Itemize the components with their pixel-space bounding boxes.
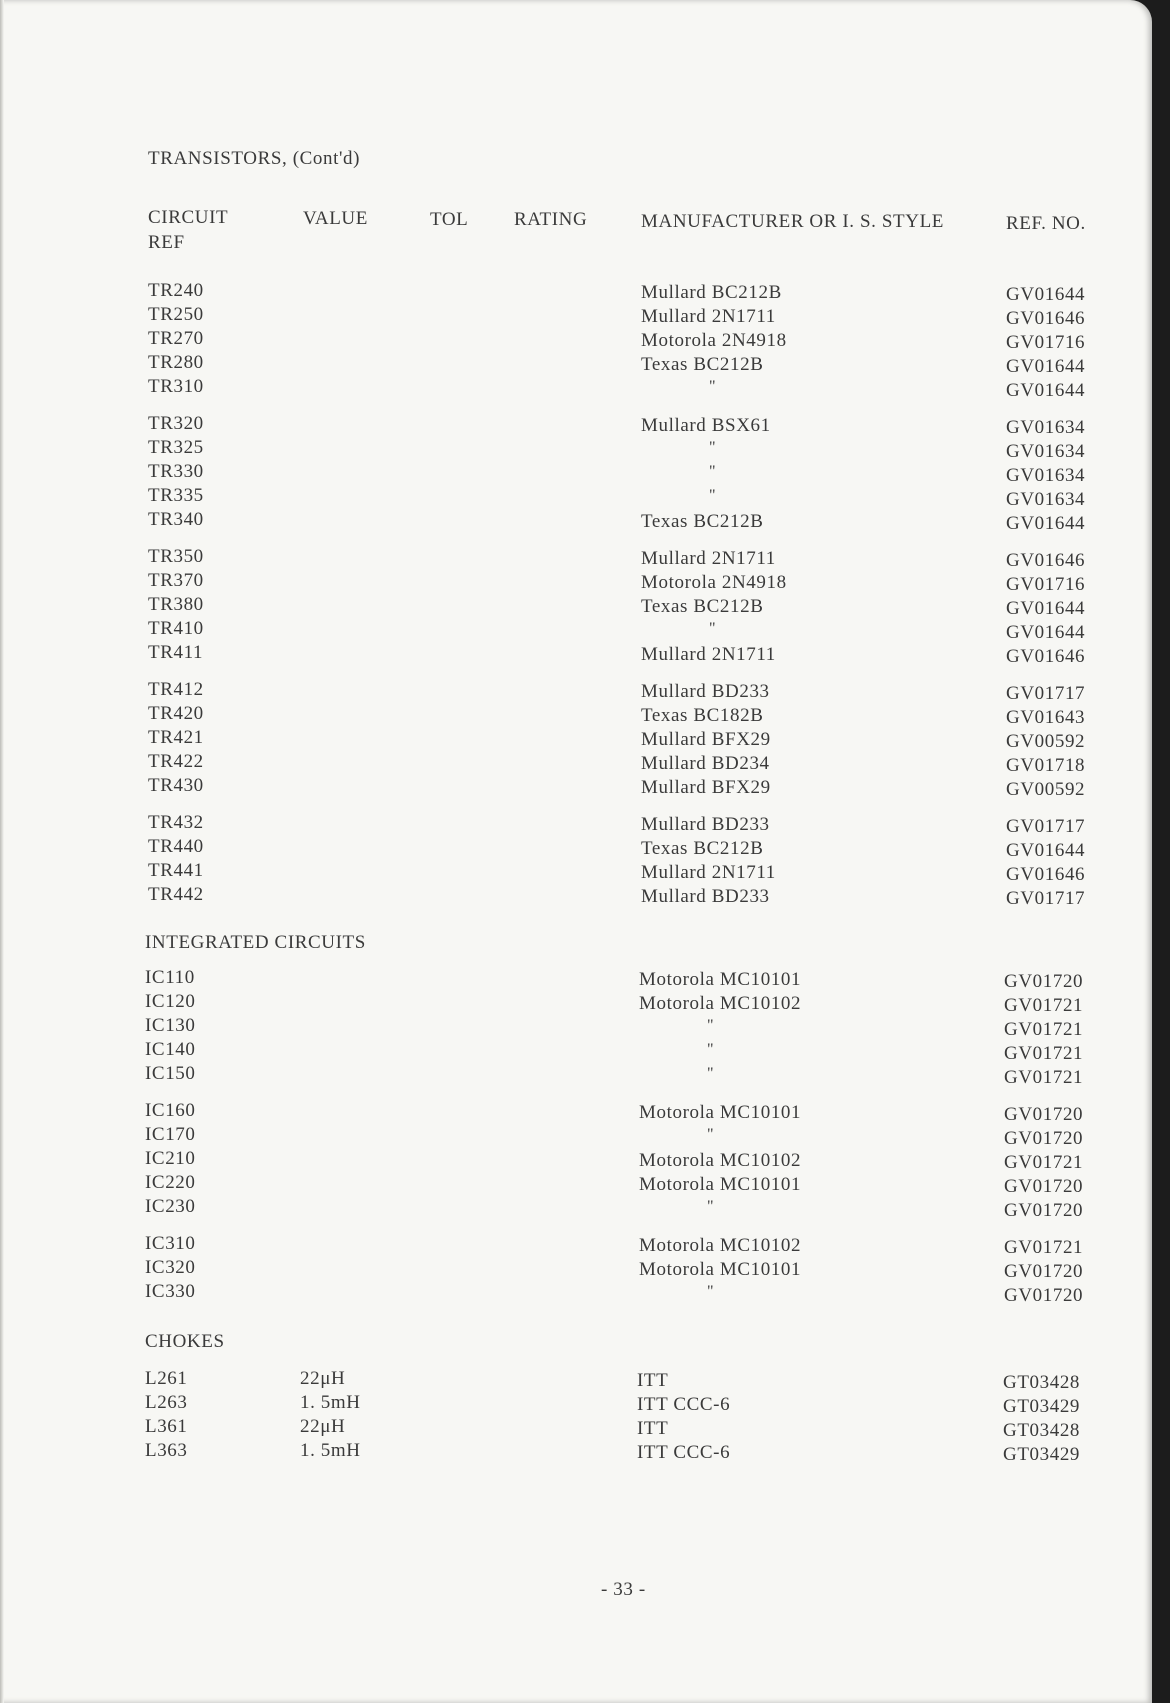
header-tol: TOL bbox=[430, 209, 469, 230]
manufacturer-cell: Motorola 2N4918 bbox=[641, 330, 787, 351]
ref-no-cell: GV01721 bbox=[1004, 1152, 1084, 1173]
ref-no-cell: GV01721 bbox=[1004, 1067, 1084, 1088]
manufacturer-cell: " bbox=[709, 439, 716, 456]
circuit-ref-cell: TR420 bbox=[148, 703, 204, 724]
circuit-ref-cell: IC130 bbox=[145, 1015, 196, 1036]
circuit-ref-cell: TR370 bbox=[148, 570, 204, 591]
manufacturer-cell: Motorola MC10102 bbox=[639, 993, 802, 1014]
manufacturer-cell: Motorola MC10101 bbox=[639, 1259, 802, 1280]
manufacturer-cell: Texas BC212B bbox=[641, 596, 764, 617]
ref-no-cell: GT03428 bbox=[1003, 1372, 1081, 1393]
circuit-ref-cell: TR330 bbox=[148, 461, 204, 482]
manufacturer-cell: Mullard 2N1711 bbox=[641, 548, 776, 569]
ref-no-cell: GT03429 bbox=[1003, 1444, 1081, 1465]
circuit-ref-cell: TR410 bbox=[148, 618, 204, 639]
page-number: - 33 - bbox=[601, 1579, 646, 1600]
manufacturer-cell: Mullard BFX29 bbox=[641, 777, 771, 798]
ref-no-cell: GV01643 bbox=[1006, 707, 1086, 728]
ref-no-cell: GV01720 bbox=[1004, 1261, 1084, 1282]
circuit-ref-cell: L263 bbox=[145, 1392, 188, 1413]
manufacturer-cell: ITT CCC-6 bbox=[637, 1442, 731, 1463]
header-circuit-ref-line2: REF bbox=[148, 232, 185, 253]
manufacturer-cell: Mullard BD233 bbox=[641, 814, 770, 835]
circuit-ref-cell: TR432 bbox=[148, 812, 204, 833]
manufacturer-cell: ITT bbox=[637, 1370, 669, 1391]
ref-no-cell: GV01646 bbox=[1006, 646, 1086, 667]
manufacturer-cell: ITT bbox=[637, 1418, 669, 1439]
circuit-ref-cell: TR441 bbox=[148, 860, 204, 881]
ref-no-cell: GV01644 bbox=[1006, 513, 1086, 534]
ref-no-cell: GV01717 bbox=[1006, 816, 1086, 837]
circuit-ref-cell: TR421 bbox=[148, 727, 204, 748]
ref-no-cell: GV00592 bbox=[1006, 779, 1086, 800]
circuit-ref-cell: L361 bbox=[145, 1416, 188, 1437]
manufacturer-cell: Mullard BSX61 bbox=[641, 415, 771, 436]
circuit-ref-cell: TR442 bbox=[148, 884, 204, 905]
ref-no-cell: GV01646 bbox=[1006, 308, 1086, 329]
circuit-ref-cell: TR340 bbox=[148, 509, 204, 530]
ref-no-cell: GV01644 bbox=[1006, 284, 1086, 305]
circuit-ref-cell: TR380 bbox=[148, 594, 204, 615]
ref-no-cell: GV01720 bbox=[1004, 1104, 1084, 1125]
header-manufacturer: MANUFACTURER OR I. S. STYLE bbox=[641, 211, 944, 232]
ref-no-cell: GV01721 bbox=[1004, 1043, 1084, 1064]
circuit-ref-cell: TR440 bbox=[148, 836, 204, 857]
ref-no-cell: GV01646 bbox=[1006, 864, 1086, 885]
manufacturer-cell: " bbox=[709, 378, 716, 395]
header-circuit-ref: CIRCUIT bbox=[148, 207, 229, 228]
circuit-ref-cell: TR240 bbox=[148, 280, 204, 301]
ref-no-cell: GV01644 bbox=[1006, 622, 1086, 643]
ref-no-cell: GV01720 bbox=[1004, 971, 1084, 992]
ref-no-cell: GV01717 bbox=[1006, 888, 1086, 909]
header-value: VALUE bbox=[303, 208, 368, 229]
manufacturer-cell: Texas BC212B bbox=[641, 838, 764, 859]
circuit-ref-cell: IC140 bbox=[145, 1039, 196, 1060]
header-ref-no: REF. NO. bbox=[1006, 213, 1086, 234]
manufacturer-cell: Mullard BC212B bbox=[641, 282, 782, 303]
ref-no-cell: GV01644 bbox=[1006, 840, 1086, 861]
ref-no-cell: GV01644 bbox=[1006, 598, 1086, 619]
ref-no-cell: GT03428 bbox=[1003, 1420, 1081, 1441]
manufacturer-cell: " bbox=[707, 1283, 714, 1300]
circuit-ref-cell: IC230 bbox=[145, 1196, 196, 1217]
ref-no-cell: GV01720 bbox=[1004, 1128, 1084, 1149]
circuit-ref-cell: TR422 bbox=[148, 751, 204, 772]
value-cell: 22μH bbox=[300, 1416, 346, 1437]
ref-no-cell: GV01720 bbox=[1004, 1285, 1084, 1306]
manufacturer-cell: Mullard BD233 bbox=[641, 681, 770, 702]
circuit-ref-cell: TR320 bbox=[148, 413, 204, 434]
manufacturer-cell: Motorola MC10102 bbox=[639, 1150, 802, 1171]
manufacturer-cell: Texas BC212B bbox=[641, 354, 764, 375]
value-cell: 1. 5mH bbox=[300, 1392, 361, 1413]
page-edge-shadow bbox=[0, 0, 4, 1703]
ref-no-cell: GV01634 bbox=[1006, 417, 1086, 438]
ref-no-cell: GV01720 bbox=[1004, 1176, 1084, 1197]
circuit-ref-cell: TR430 bbox=[148, 775, 204, 796]
ref-no-cell: GV01716 bbox=[1006, 332, 1086, 353]
manufacturer-cell: " bbox=[707, 1126, 714, 1143]
manufacturer-cell: " bbox=[707, 1017, 714, 1034]
manufacturer-cell: Motorola 2N4918 bbox=[641, 572, 787, 593]
manufacturer-cell: " bbox=[709, 463, 716, 480]
ref-no-cell: GV01716 bbox=[1006, 574, 1086, 595]
circuit-ref-cell: TR270 bbox=[148, 328, 204, 349]
circuit-ref-cell: IC110 bbox=[145, 967, 195, 988]
manufacturer-cell: Texas BC212B bbox=[641, 511, 764, 532]
circuit-ref-cell: TR250 bbox=[148, 304, 204, 325]
circuit-ref-cell: IC160 bbox=[145, 1100, 196, 1121]
circuit-ref-cell: IC310 bbox=[145, 1233, 196, 1254]
circuit-ref-cell: TR411 bbox=[148, 642, 204, 663]
chokes-section-title: CHOKES bbox=[145, 1331, 225, 1352]
manufacturer-cell: " bbox=[709, 487, 716, 504]
manufacturer-cell: Mullard 2N1711 bbox=[641, 644, 776, 665]
circuit-ref-cell: L363 bbox=[145, 1440, 188, 1461]
circuit-ref-cell: TR325 bbox=[148, 437, 204, 458]
circuit-ref-cell: IC210 bbox=[145, 1148, 196, 1169]
circuit-ref-cell: TR412 bbox=[148, 679, 204, 700]
manufacturer-cell: " bbox=[707, 1041, 714, 1058]
value-cell: 1. 5mH bbox=[300, 1440, 361, 1461]
ref-no-cell: GV01644 bbox=[1006, 380, 1086, 401]
circuit-ref-cell: TR280 bbox=[148, 352, 204, 373]
manufacturer-cell: ITT CCC-6 bbox=[637, 1394, 731, 1415]
ref-no-cell: GV01721 bbox=[1004, 1237, 1084, 1258]
circuit-ref-cell: TR335 bbox=[148, 485, 204, 506]
header-rating: RATING bbox=[514, 209, 588, 230]
ref-no-cell: GV01721 bbox=[1004, 995, 1084, 1016]
manufacturer-cell: Mullard BD234 bbox=[641, 753, 770, 774]
manufacturer-cell: Motorola MC10102 bbox=[639, 1235, 802, 1256]
ref-no-cell: GV01717 bbox=[1006, 683, 1086, 704]
circuit-ref-cell: TR310 bbox=[148, 376, 204, 397]
circuit-ref-cell: IC220 bbox=[145, 1172, 196, 1193]
manufacturer-cell: " bbox=[707, 1065, 714, 1082]
circuit-ref-cell: IC330 bbox=[145, 1281, 196, 1302]
circuit-ref-cell: TR350 bbox=[148, 546, 204, 567]
manufacturer-cell: Mullard 2N1711 bbox=[641, 306, 776, 327]
ref-no-cell: GT03429 bbox=[1003, 1396, 1081, 1417]
circuit-ref-cell: IC170 bbox=[145, 1124, 196, 1145]
ref-no-cell: GV01634 bbox=[1006, 441, 1086, 462]
manufacturer-cell: " bbox=[709, 620, 716, 637]
manufacturer-cell: " bbox=[707, 1198, 714, 1215]
manufacturer-cell: Texas BC182B bbox=[641, 705, 764, 726]
ref-no-cell: GV01718 bbox=[1006, 755, 1086, 776]
ref-no-cell: GV01721 bbox=[1004, 1019, 1084, 1040]
circuit-ref-cell: L261 bbox=[145, 1368, 188, 1389]
manufacturer-cell: Mullard 2N1711 bbox=[641, 862, 776, 883]
circuit-ref-cell: IC320 bbox=[145, 1257, 196, 1278]
manufacturer-cell: Motorola MC10101 bbox=[639, 1174, 802, 1195]
value-cell: 22μH bbox=[300, 1368, 346, 1389]
manufacturer-cell: Mullard BFX29 bbox=[641, 729, 771, 750]
ref-no-cell: GV01720 bbox=[1004, 1200, 1084, 1221]
ref-no-cell: GV01634 bbox=[1006, 489, 1086, 510]
ref-no-cell: GV01634 bbox=[1006, 465, 1086, 486]
circuit-ref-cell: IC120 bbox=[145, 991, 196, 1012]
manufacturer-cell: Motorola MC10101 bbox=[639, 1102, 802, 1123]
ref-no-cell: GV00592 bbox=[1006, 731, 1086, 752]
manufacturer-cell: Motorola MC10101 bbox=[639, 969, 802, 990]
section-title: TRANSISTORS, (Cont'd) bbox=[148, 148, 361, 169]
ref-no-cell: GV01646 bbox=[1006, 550, 1086, 571]
ic-section-title: INTEGRATED CIRCUITS bbox=[145, 932, 366, 953]
circuit-ref-cell: IC150 bbox=[145, 1063, 196, 1084]
manufacturer-cell: Mullard BD233 bbox=[641, 886, 770, 907]
ref-no-cell: GV01644 bbox=[1006, 356, 1086, 377]
